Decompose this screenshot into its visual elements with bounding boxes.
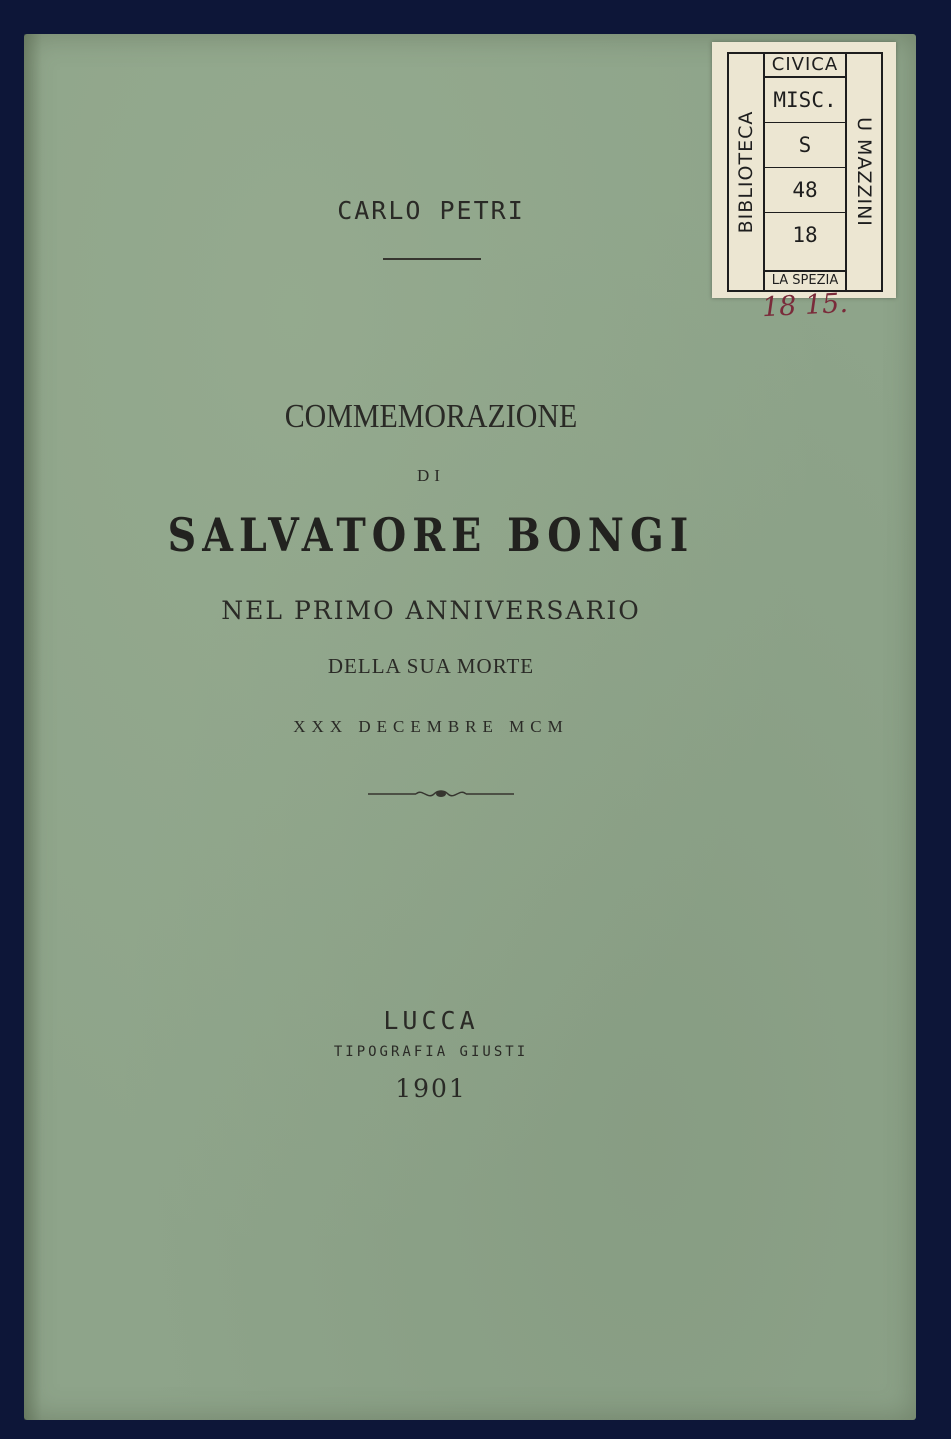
- label-shelf-letter: S: [765, 123, 845, 168]
- label-shelf-misc: MISC.: [765, 78, 845, 123]
- subtitle-death: DELLA SUA MORTE: [327, 654, 535, 678]
- author-rule: [383, 258, 481, 260]
- author-name: CARLO PETRI: [337, 196, 525, 225]
- label-mazzini: U MAZZINI: [853, 117, 875, 227]
- label-civica: CIVICA: [763, 54, 847, 78]
- subtitle-anniversary: NEL PRIMO ANNIVERSARIO: [221, 596, 641, 625]
- ornament-divider: [366, 784, 516, 804]
- label-left-column: [729, 54, 765, 290]
- publication-place: LUCCA: [383, 1006, 479, 1035]
- title-di: DI: [417, 466, 445, 485]
- label-shelf-number: 48: [765, 168, 845, 213]
- title-name: SALVATORE BONGI: [167, 508, 695, 562]
- label-la-spezia: LA SPEZIA: [763, 270, 847, 290]
- date-line: XXX DECEMBRE MCM: [293, 717, 569, 736]
- printer-name: TIPOGRAFIA GIUSTI: [333, 1044, 529, 1060]
- title-commemorazione: COMMEMORAZIONE: [284, 398, 578, 435]
- label-shelf-item: 18: [792, 223, 818, 247]
- handwritten-inventory-number: 18 15.: [761, 287, 849, 324]
- label-biblioteca: BIBLIOTECA: [735, 110, 757, 234]
- publication-year: 1901: [395, 1074, 467, 1103]
- label-right-column: [845, 54, 881, 290]
- library-label: [712, 42, 896, 298]
- library-label-frame: [727, 52, 883, 292]
